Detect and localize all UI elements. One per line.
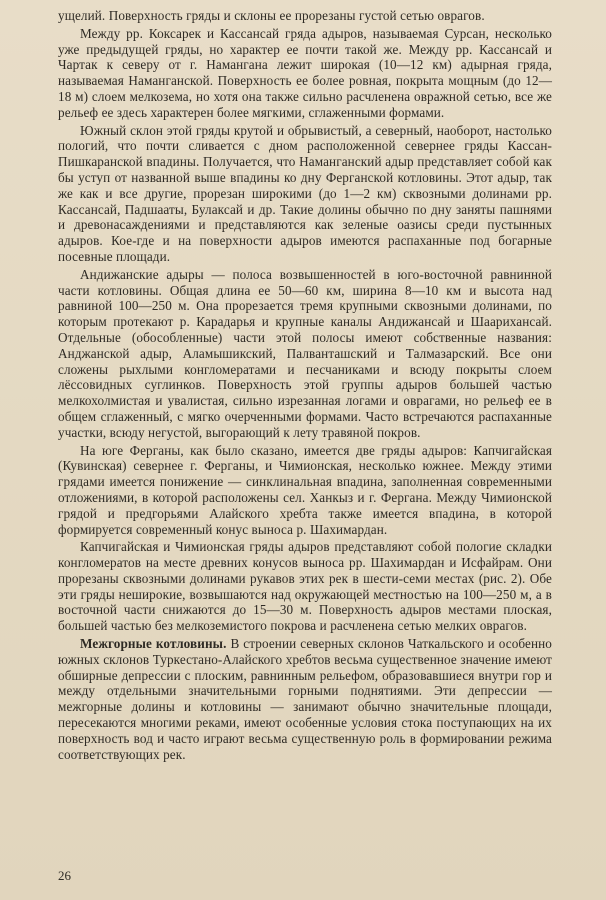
- paragraph-5: На юге Ферганы, как было сказано, имеется две гряды адыров: Капчигайская (Кувинская) севернее г. Ферганы, и Чимионская, несколько южнее. Между этими грядами имеется понижение — синклинальная впадина, заполненная современными отложениями, в которой расположены сел. Ханкыз и г. Фергана. Между Чимионской грядой и предгорьями Алайского хребта также имеется впадина, в которой формируется современный конус выноса р. Шахимардан.: [58, 442, 552, 537]
- paragraph-7: [58, 636, 552, 762]
- body-text: [58, 8, 552, 762]
- section-heading: Межгорные котловины.: [80, 636, 227, 652]
- paragraph-1: ущелий. Поверхность гряды и склоны ее прорезаны густой сетью оврагов.: [58, 8, 485, 23]
- paragraph-6: Капчигайская и Чимионская гряды адыров представляют собой пологие складки конгломератов на месте древних конусов выноса рр. Шахимардан и Исфайрам. Они прорезаны сквозными долинами рукавов этих рек в шести-семи местах (рис. 2). Обе эти гряды неширокие, возвышаются над окружающей местностью на 100—250 м, а в восточной части снижаются до 15—30 м. Поверхность адыров местами плоская, большей частью без мелкоземистого покрова и расчленена сетью мелких оврагов.: [58, 539, 552, 634]
- paragraph-3: Южный склон этой гряды крутой и обрывистый, а северный, наоборот, настолько пологий, что почти сливается с дном расположенной севернее гряды Кассан-Пишкаранской впадины. Получается, что Наманганский адыр представляет собой как бы уступ от названной выше впадины ко дну Ферганской котловины. Этот адыр, так же как и все другие, прорезан широкими (до 1—2 км) сквозными долинами рр. Кассансай, Падшааты, Булаксай и др. Такие долины обычно по дну заняты пашнями и древонасаждениями и представляются как зеленые оазисы среди пустынных адыров. Кое-где и на поверхности адыров имеются распаханные под богарные посевные площади.: [58, 122, 552, 264]
- paragraph-4: Андижанские адыры — полоса возвышенностей в юго-восточной равнинной части котловины. Общая длина ее 50—60 км, ширина 8—10 км и высота над равниной 100—250 м. Она прорезается тремя крупными сквозными долинами, по которым протекают р. Карадарья и крупные каналы Андижансай и Шаарихансай. Отдельные (обособленные) части этой полосы имеют собственные названия: Анджанской адыр, Аламышикский, Палванташский и Талмазарский. Все они сложены рыхлыми конгломератами и песчаниками и всюду покрыты слоем лёссовидных суглинков. Поверхность этой группы адыров большей частью мелкохолмистая и увалистая, сильно изрезанная логами и оврагами, но рельеф ее в общем сглаженный, с мягко очерченными формами. Часто встречаются распаханные участки, всюду негустой, выгорающий к лету травяной покров.: [58, 266, 552, 440]
- paragraph-2: Между рр. Коксарек и Кассансай гряда адыров, называемая Сурсан, несколько уже предыдущей гряды, но характер ее почти такой же. Между рр. Кассансай и Чартак к северу от г. Намангана лежит широкая (10—12 км) адырная гряда, называемая Наманганской. Поверхность ее более ровная, покрыта мощным (до 12—18 м) слоем мелкозема, но хотя она также сильно расчленена овражной сетью, все же рельеф ее здесь характерен более мягкими, сглаженными формами.: [58, 25, 552, 120]
- paragraph-7-text: В строении северных склонов Чаткальского и особенно южных склонов Туркестано-Алайского хребтов весьма существенное значение имеют обширные депрессии с плоским, равнинным рельефом, образовавшиеся внутри гор и между отдельными значительными горными поднятиями. Эти депрессии — межгорные долины и котловины — занимают обычно значительные площади, пересекаются многими реками, имеют особенные условия стока поступающих на их поверхность вод и часто играют весьма существенную роль в формировании режима соответствующих рек.: [58, 636, 553, 762]
- page-number: 26: [58, 868, 71, 883]
